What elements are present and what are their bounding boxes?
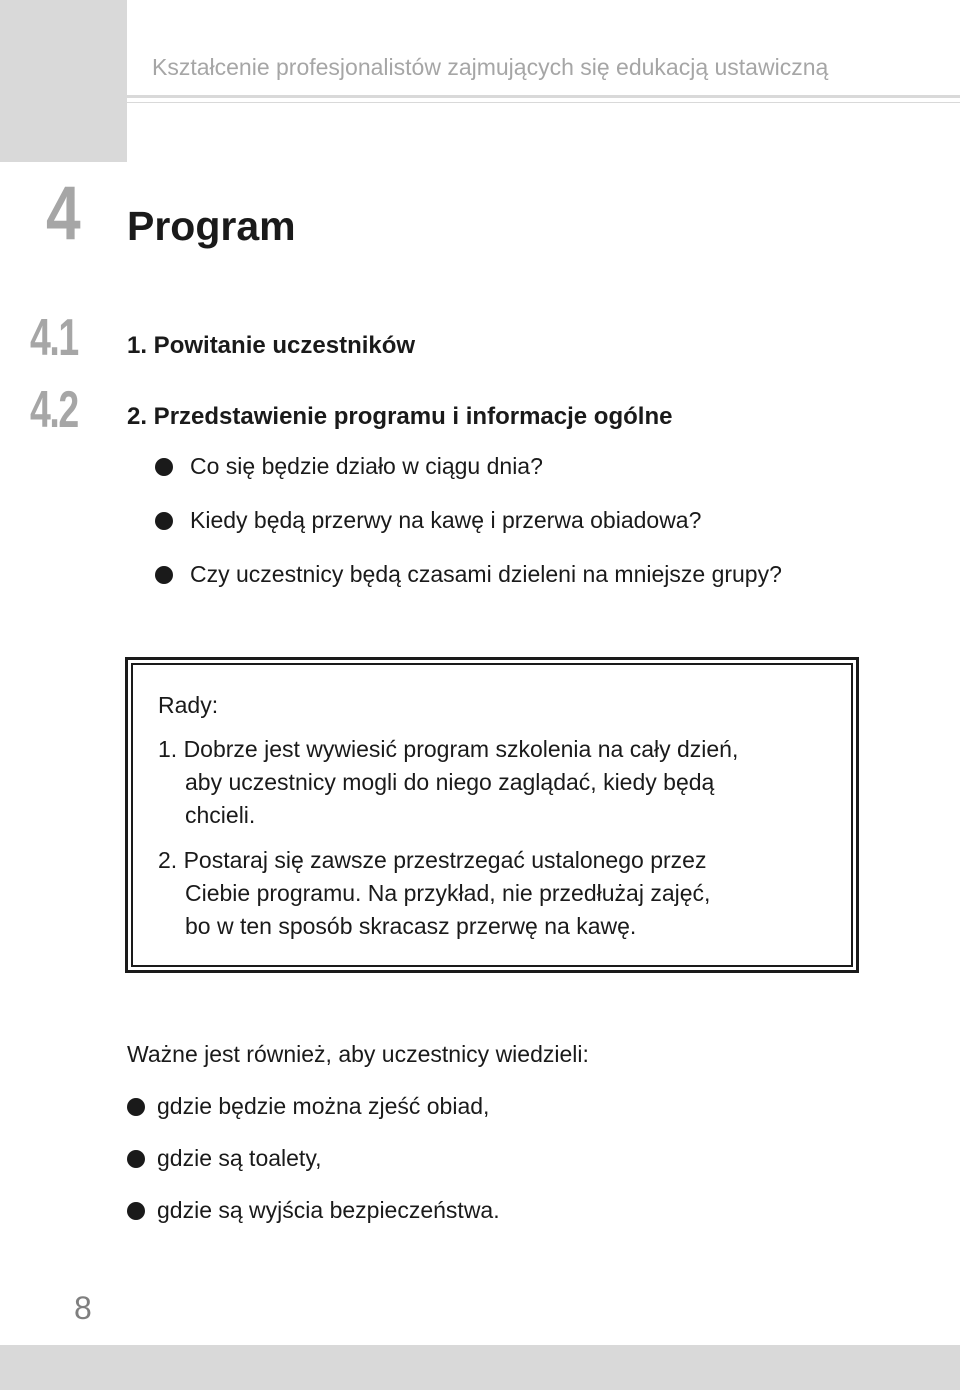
tips-box xyxy=(125,657,859,973)
info-item: gdzie są wyjścia bezpieczeństwa. xyxy=(157,1197,500,1223)
info-item: gdzie są toalety, xyxy=(157,1145,322,1171)
question-item: Kiedy będą przerwy na kawę i przerwa obiadowa? xyxy=(190,507,702,533)
info-item: gdzie będzie można zjeść obiad, xyxy=(157,1093,490,1119)
bullet-icon xyxy=(155,566,173,584)
chapter-title: Program xyxy=(127,203,296,249)
bullet-icon xyxy=(127,1150,145,1168)
chapter-number: 4 xyxy=(46,171,81,256)
tips-line: 1. Dobrze jest wywiesić program szkolenia na cały dzień, xyxy=(158,736,739,762)
question-item: Czy uczestnicy będą czasami dzieleni na mniejsze grupy? xyxy=(190,561,782,587)
running-header: Kształcenie profesjonalistów zajmujących się edukacją ustawiczną xyxy=(152,54,829,80)
tips-line: 2. Postaraj się zawsze przestrzegać ustalonego przez xyxy=(158,847,707,873)
bullet-icon xyxy=(127,1202,145,1220)
section-title: 1. Powitanie uczestników xyxy=(127,332,416,359)
header-rule-thin xyxy=(127,102,960,103)
bullet-icon xyxy=(155,458,173,476)
page-number: 8 xyxy=(74,1290,92,1326)
section-number: 4.2 xyxy=(30,381,78,439)
header-rule xyxy=(127,95,960,98)
bullet-icon xyxy=(127,1098,145,1116)
section-number: 4.1 xyxy=(30,309,78,367)
tips-line: bo w ten sposób skracasz przerwę na kawę. xyxy=(185,913,637,939)
bullet-icon xyxy=(155,512,173,530)
corner-decoration xyxy=(0,0,127,162)
tips-line: Ciebie programu. Na przykład, nie przedłużaj zajęć, xyxy=(185,880,711,906)
question-item: Co się będzie działo w ciągu dnia? xyxy=(190,453,543,479)
footer-band xyxy=(0,1345,960,1390)
tips-heading: Rady: xyxy=(158,692,219,718)
tips-line: aby uczestnicy mogli do niego zaglądać, kiedy będą xyxy=(185,769,715,795)
section-title: 2. Przedstawienie programu i informacje ogólne xyxy=(127,403,673,430)
tips-line: chcieli. xyxy=(185,802,256,828)
info-intro: Ważne jest również, aby uczestnicy wiedzieli: xyxy=(127,1041,589,1067)
